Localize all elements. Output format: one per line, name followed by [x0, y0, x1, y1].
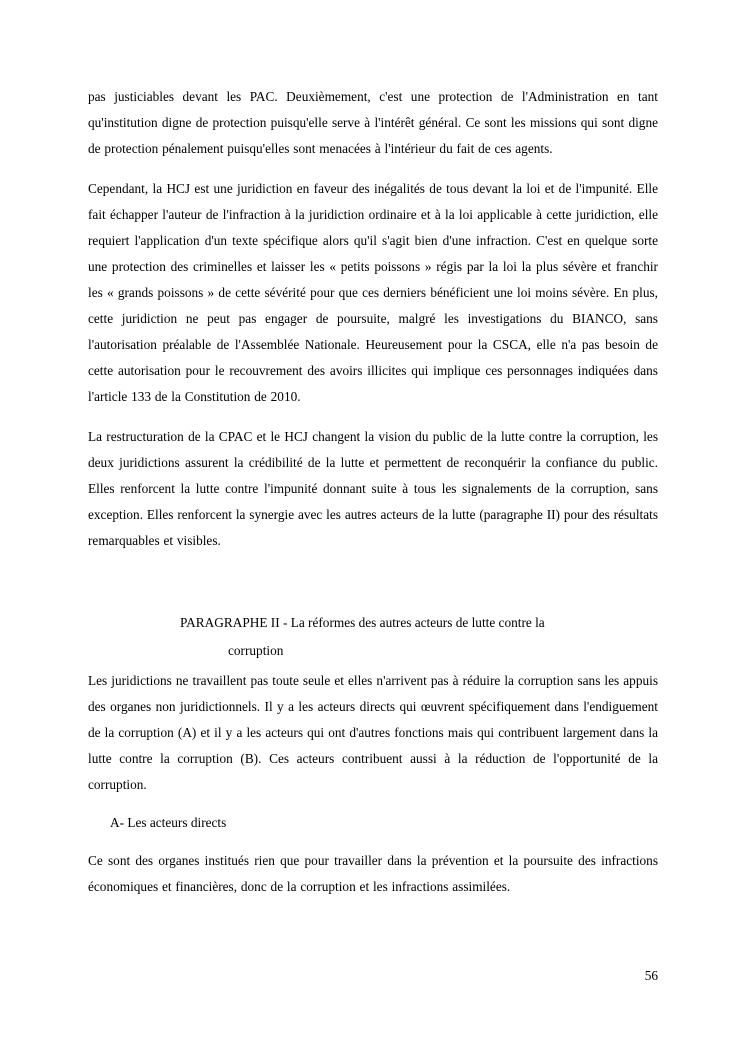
paragraph-2: Cependant, la HCJ est une juridiction en faveur des inégalités de tous devant la loi et de l'impunité. Elle fait échapper l'auteur de l'infraction à la juridiction ordinaire et à la loi applicable à cette juridiction, elle requiert l'application d'un texte spécifique alors qu'il s'agit bien d'une infraction. C'est en quelque sorte une protection des criminelles et laisser les « petits poissons » régis par la loi la plus sévère et franchir les « grands poissons » de cette sévérité pour que ces derniers bénéficient une loi moins sévère. En plus, cette juridiction ne peut pas engager de poursuite, malgré les investigations du BIANCO, sans l'autorisation préalable de l'Assemblée Nationale. Heureusement pour la CSCA, elle n'a pas besoin de cette autorisation pour le recouvrement des avoirs illicites qui implique ces personnages indiquées dans l'article 133 de la Constitution de 2010. [88, 181, 658, 404]
subsection-heading-a: A- Les acteurs directs [110, 815, 227, 830]
paragraph-3: La restructuration de la CPAC et le HCJ changent la vision du public de la lutte contre la corruption, les deux juridictions assurent la crédibilité de la lutte et permettent de reconquérir la confiance du public. Elles renforcent la lutte contre l'impunité donnant suite à tous les signalements de la corruption, sans exception. Elles renforcent la synergie avec les autres acteurs de la lutte (paragraphe II) pour des résultats remarquables et visibles. [88, 429, 658, 548]
final-paragraph: Ce sont des organes institués rien que pour travailler dans la prévention et la poursuite des infractions économiques et financières, donc de la corruption et les infractions assimilées. [88, 853, 658, 894]
section-heading-line-2: corruption [228, 643, 284, 658]
section-heading-line-1: PARAGRAPHE II - La réformes des autres acteurs de lutte contre la [180, 615, 545, 630]
paragraph-1: pas justiciables devant les PAC. Deuxièmement, c'est une protection de l'Administration en tant qu'institution digne de protection puisqu'elle serve à l'intérêt général. Ce sont les missions qui sont digne de protection pénalement puisqu'elles sont menacées à l'intérieur du fait de ces agents. [88, 89, 658, 156]
page-number: 56 [644, 968, 658, 983]
page-content [88, 84, 658, 914]
section-spacer [88, 568, 658, 610]
paragraph-after-heading: Les juridictions ne travaillent pas toute seule et elles n'arrivent pas à réduire la corruption sans les appuis des organes non juridictionnels. Il y a les acteurs directs qui œuvrent spécifiquement dans l'endiguement de la corruption (A) et il y a les acteurs qui ont d'autres fonctions mais qui contribuent largement dans la lutte contre la corruption (B). Ces acteurs contribuent aussi à la réduction de l'opportunité de la corruption. [88, 673, 658, 792]
